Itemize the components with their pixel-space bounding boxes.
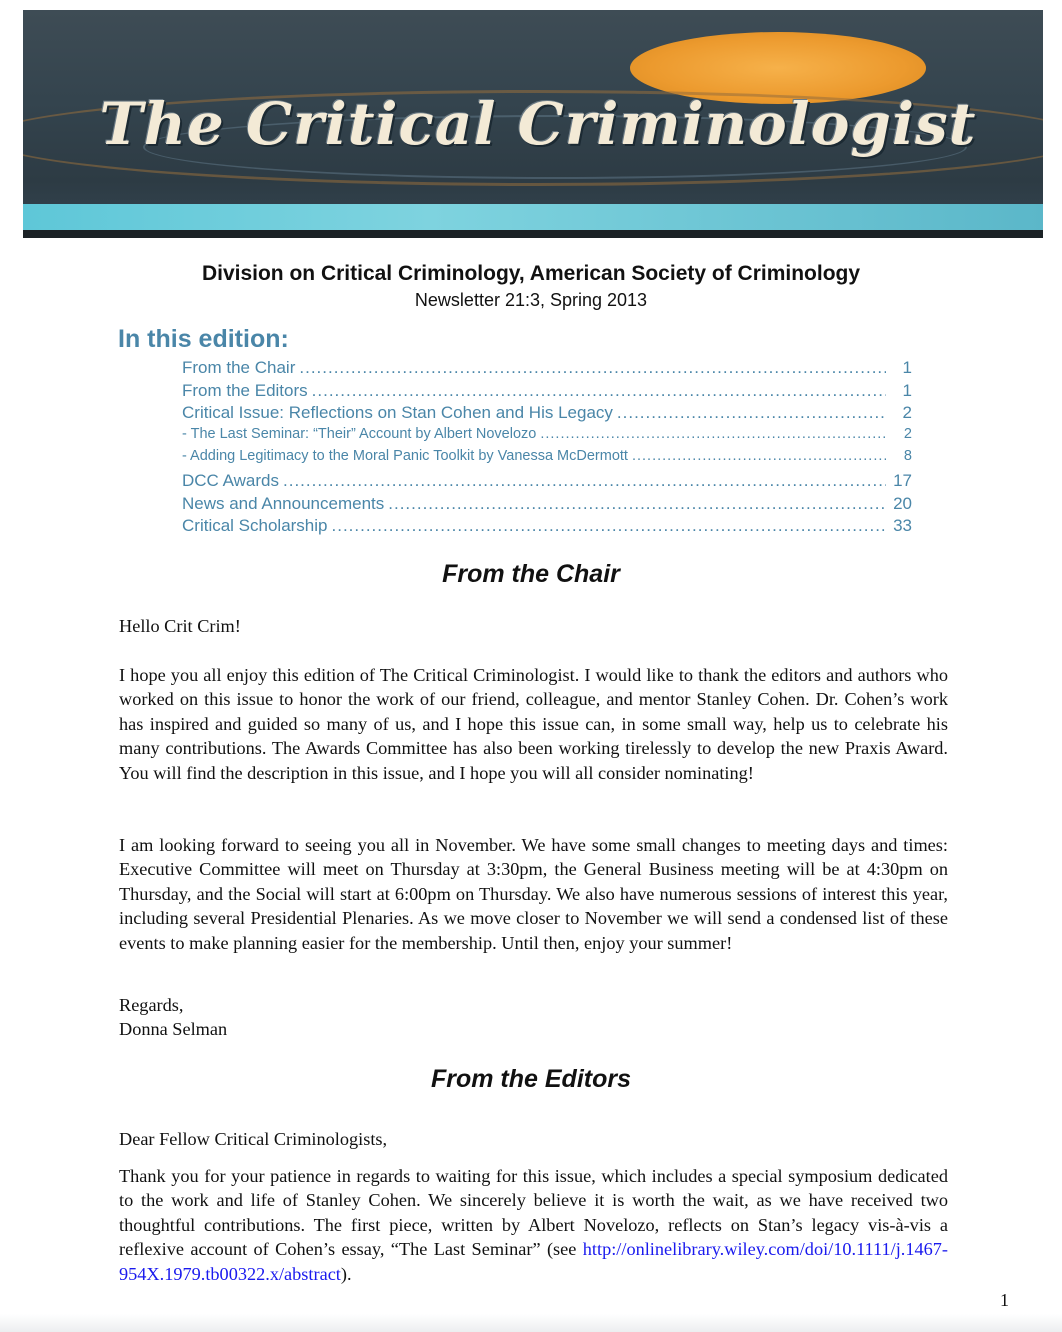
toc-item-page: 17 [893, 470, 912, 490]
toc-item[interactable] [182, 494, 912, 517]
chair-section-heading: From the Chair [442, 560, 620, 588]
chair-paragraph-2: I am looking forward to seeing you all in November. We have some small changes to meeting days and times: Executive Committee will meet on Thursday at 3:30pm, the General Business meeting will be at 4:30pm on Thursday, and the Social will start at 6:00pm on Thursday. We also have numerous sessions of interest this year, including several Presidential Plenaries. As we move closer to November we will send a condensed list of these events to make planning easier for the membership. Until then, enjoy your summer! [119, 835, 948, 953]
toc-item-title: Critical Issue: Reflections on Stan Cohen and His Legacy [182, 403, 613, 423]
toc-leader-dots [632, 448, 886, 464]
toc-item-page: 1 [902, 358, 912, 377]
page-bottom-edge [0, 1314, 1062, 1332]
toc-item[interactable] [182, 516, 912, 539]
toc-item[interactable] [182, 358, 912, 381]
toc-item-page: 33 [893, 516, 912, 536]
toc-item-title: - Adding Legitimacy to the Moral Panic Toolkit by Vanessa McDermott [182, 448, 628, 465]
toc-item-title: - The Last Seminar: “Their” Account by Albert Novelozo [182, 425, 537, 442]
toc-leader-dots [312, 381, 886, 401]
newsletter-banner [23, 10, 1043, 238]
editors-paragraph-1 [119, 1164, 948, 1286]
toc-leader-dots [299, 358, 886, 378]
division-title: Division on Critical Criminology, American Society of Criminology [201, 262, 861, 285]
page-number: 1 [1000, 1290, 1009, 1310]
toc-leader-dots [332, 516, 887, 536]
toc-item-title: From the Editors [182, 380, 308, 400]
toc-item[interactable] [182, 471, 912, 494]
toc-item-page: 20 [893, 493, 912, 513]
chair-signature: Donna Selman [119, 1019, 228, 1039]
toc-leader-dots [540, 426, 886, 442]
toc-item-title: From the Chair [182, 358, 296, 377]
editors-paragraph-text: Thank you for your patience in regards to waiting for this issue, which includes a special symposium dedicated to the work and life of Stanley Cohen. We sincerely believe it is worth the wait, as we have received two thoughtful contributions. The first piece, written by Albert Novelozo, reflects on Stan’s legacy vis-à-vis a reflexive account of Cohen’s essay, “The Last Seminar” (see [119, 1166, 948, 1260]
banner-bottom-edge [23, 230, 1043, 238]
chair-paragraph-1: I hope you all enjoy this edition of The Critical Criminologist. I would like to thank the editors and authors who worked on this issue to honor the work of our friend, colleague, and mentor Stanley Cohen. Dr. Cohen’s work has inspired and guided so many of us, and I hope this issue can, in some small way, help us to celebrate his many contributions. The Awards Committee has also been working tirelessly to develop the new Praxis Award. You will find the description in this issue, and I hope you will all consider nominating! [119, 665, 948, 783]
chair-closing: Regards, [119, 995, 184, 1015]
toc-subitem[interactable] [182, 448, 912, 471]
toc-item-page: 1 [902, 380, 912, 400]
toc-leader-dots [617, 403, 886, 423]
issue-line: Newsletter 21:3, Spring 2013 [414, 290, 648, 310]
toc-subitem[interactable] [182, 426, 912, 449]
editors-section-heading: From the Editors [430, 1065, 631, 1093]
table-of-contents [182, 358, 912, 539]
banner-stripe [23, 204, 1043, 230]
toc-leader-dots [283, 471, 886, 491]
toc-item-title: News and Announcements [182, 493, 385, 513]
toc-heading: In this edition: [118, 325, 289, 353]
toc-item-page: 2 [902, 403, 912, 423]
toc-item-title: DCC Awards [182, 470, 279, 490]
toc-item[interactable] [182, 381, 912, 404]
toc-item-page: 2 [903, 425, 912, 442]
editors-paragraph-end: ). [340, 1263, 352, 1284]
wiley-article-link[interactable]: http://onlinelibrary.wiley.com/doi/10.1111/j.1467-954X.1979.tb00322.x/abstract [119, 1239, 948, 1284]
banner-title: The Critical Criminologist [99, 90, 977, 158]
toc-item[interactable] [182, 403, 912, 426]
toc-leader-dots [388, 494, 886, 514]
toc-item-page: 8 [903, 448, 912, 465]
chair-greeting: Hello Crit Crim! [119, 616, 241, 636]
editors-greeting: Dear Fellow Critical Criminologists, [119, 1129, 388, 1149]
toc-item-title: Critical Scholarship [182, 516, 328, 536]
